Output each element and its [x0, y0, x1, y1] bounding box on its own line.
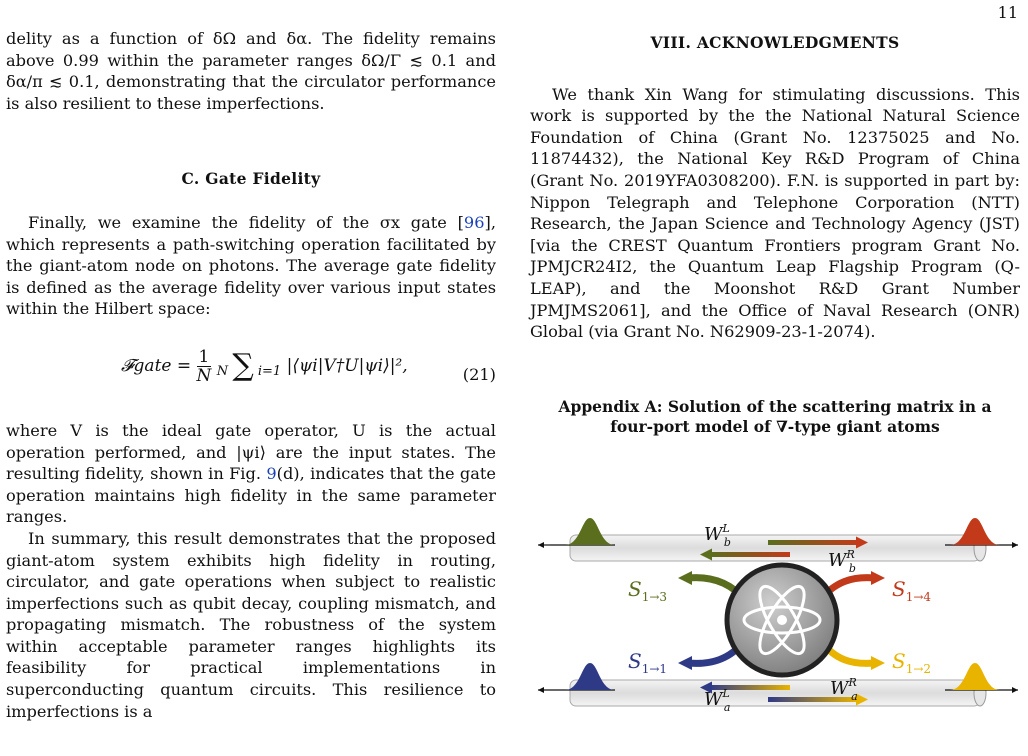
section-heading-gate-fidelity: C. Gate Fidelity: [181, 169, 321, 189]
wave-packet-blue: [538, 663, 615, 693]
label-s12: $S_{1\to 2}$: [892, 649, 932, 676]
equation-lhs: 𝓕gate =: [121, 355, 192, 376]
giant-atom-schematic-figure: [530, 500, 1020, 740]
section-heading-acknowledgments: VIII. ACKNOWLEDGMENTS: [650, 33, 900, 52]
label-s13: $S_{1\to 3}$: [628, 577, 668, 604]
waveguide-b: [570, 535, 986, 561]
label-wb-left: $W^L$ b: [704, 522, 731, 549]
appendix-title: Appendix A: Solution of the scattering matrix in a four-port model of ∇-type giant atoms: [558, 396, 992, 436]
equation-21: [6, 342, 496, 406]
atom-icon: [727, 565, 837, 675]
equation-rhs: |⟨ψi|V†U|ψi⟩|²,: [286, 355, 408, 376]
equation-fraction: $\frac{1}{N}$: [196, 346, 212, 386]
right-column: [530, 28, 1020, 437]
wave-packet-green: [538, 518, 615, 548]
label-wa-right: $W^R$ a: [830, 676, 858, 703]
figure-link[interactable]: 9: [266, 464, 277, 484]
left-column: [6, 28, 496, 722]
page-number: 11: [997, 3, 1018, 22]
waveguide-a: [570, 680, 986, 706]
paragraph-acknowledgments: We thank Xin Wang for stimulating discussions. This work is supported by the the National Natural Science Foundation of China (Grant No. 12375025 and No. 11874432), the National Key R&D Program of China (Grant No. 2019YFA0308200). F.N. is supported in part by: Nippon Telegraph and Telephone Corporation (NTT) Research, the Japan Science and Technology Agency (JST) [via the CREST Quantum Frontiers program Grant No. JPMJCR24I2, the Quantum Leap Flagship Program (Q-LEAP), and the Moonshot R&D Grant Number JPMJMS2061], and the Office of Naval Research (ONR) Global (via Grant No. N62909-23-1-2074).: [530, 84, 1020, 342]
label-wb-right: $W^R$ b: [828, 548, 856, 575]
citation-link[interactable]: 96: [463, 212, 485, 232]
paragraph-gate-operator: where V is the ideal gate operator, U is the actual operation performed, and |ψi⟩ are the input states. The resulting fidelity, shown in Fig. 9(d), indicates that the gate operation maintains high fidelity in the same parameter ranges.: [6, 420, 496, 527]
label-s14: $S_{1\to 4}$: [892, 577, 932, 604]
schematic-svg: [530, 500, 1020, 740]
label-s11: $S_{1\to 1}$: [628, 649, 668, 676]
wave-packet-red: [945, 518, 1018, 548]
paragraph-gate-fidelity: Finally, we examine the fidelity of the σx gate [96], which represents a path-switching operation facilitated by the giant-atom node on photons. The average gate fidelity is defined as the average fidelity over various input states within the Hilbert space:: [6, 212, 496, 319]
wave-packet-yellow: [945, 663, 1018, 693]
label-wa-left: $W^L$ a: [704, 687, 731, 714]
equation-number: (21): [462, 364, 496, 384]
equation-summation: N ∑ i=1: [216, 348, 282, 384]
paragraph-summary: In summary, this result demonstrates that the proposed giant-atom system exhibits high fidelity in routing, circulator, and gate operations when subject to realistic imperfections such as qubit decay, coupling mismatch, and propagating mismatch. The robustness of the system within acceptable parameter ranges highlights its feasibility for practical implementations in superconducting quantum circuits. This resilience to imperfections is a: [6, 528, 496, 721]
paragraph-fidelity-continued: delity as a function of δΩ and δα. The fidelity remains above 0.99 within the parameter ranges δΩ/Γ ≲ 0.1 and δα/π ≲ 0.1, demonstrating that the circulator performance is also resilient to these imperfections.: [6, 29, 496, 113]
